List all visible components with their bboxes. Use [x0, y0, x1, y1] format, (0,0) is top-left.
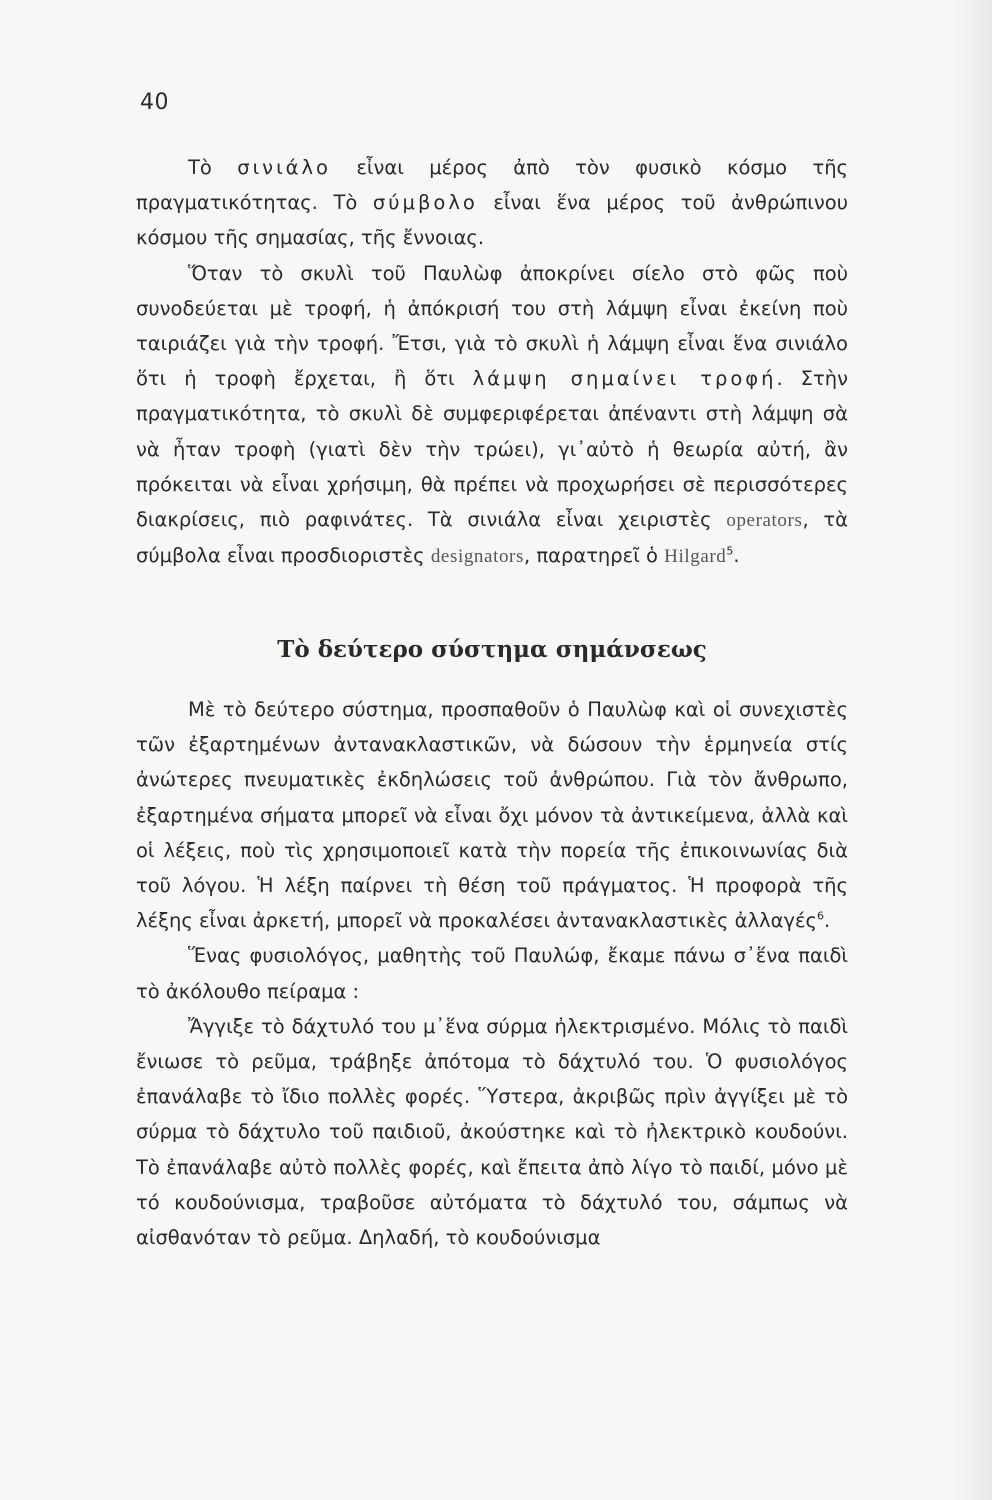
text-run: , τὰ σύμβολα εἶναι προσδιοριστὲς: [136, 508, 848, 568]
text-run: Μὲ τὸ δεύτερο σύστημα, προσπαθοῦν ὁ Παυλὼφ καὶ οἱ συνεχιστὲς τῶν ἐξαρτημένων ἀντανακλαστικῶν, νὰ δώσουν τὴν ἑρμηνεία στίς ἀνώτερες πνευματικὲς ἐκδηλώσεις τοῦ ἀνθρώπου. Γιὰ τὸν ἄνθρωπο, ἐξαρτημένα σήματα μπορεῖ νὰ εἶναι ὄχι μόνον τὰ ἀντικείμενα, ἀλλὰ καὶ οἱ λέξεις, ποὺ τὶς χρησιμοποιεῖ κατὰ τὴν πορεία τῆς ἐπικοινωνίας διὰ τοῦ λόγου. Ἡ λέξη παίρνει τὴ θέση τοῦ πράγματος. Ἡ προφορὰ τῆς λέξης εἶναι ἀρκετή, μπορεῖ νὰ προκαλέσει ἀντανακλαστικὲς ἀλλαγές: [136, 698, 848, 933]
page-edge-shadow: [952, 0, 992, 1500]
emphasized-term: λάμψη σημαίνει τροφή: [472, 367, 777, 391]
emphasized-term: σινιάλο: [237, 156, 331, 179]
latin-term: designators: [430, 546, 524, 568]
text-run: Τὸ: [188, 156, 238, 179]
paragraph: Ἄγγιξε τὸ δάχτυλό του μ᾽ἕνα σύρμα ἠλεκτρισμένο. Μόλις τὸ παιδὶ ἔνιωσε τὸ ρεῦμα, τράβηξε ἀπότομα τὸ δάχτυλό του. Ὁ φυσιολόγος ἐπανάλαβε τὸ ἴδιο πολλὲς φορές. Ὕστερα, ἀκριβῶς πρὶν ἀγγίξει μὲ τὸ σύρμα τὸ δάχτυλο τοῦ παιδιοῦ, ἀκούστηκε καὶ τὸ ἠλεκτρικὸ κουδούνι. Τὸ ἐπανάλαβε αὐτὸ πολλὲς φορές, καὶ ἔπειτα ἀπὸ λίγο τὸ παιδί, μόνο μὲ τό κουδούνισμα, τραβοῦσε αὐτόματα τὸ δάχτυλό του, σάμπως νὰ αἰσθανόταν τὸ ρεῦμα. Δηλαδή, τὸ κουδούνισμα: [136, 1014, 848, 1250]
paragraph: [136, 150, 848, 256]
emphasized-term: σύμβολο: [372, 191, 478, 215]
text-run: , παρατηρεῖ ὁ: [523, 544, 665, 568]
paragraph: Ἕνας φυσιολόγος, μαθητὴς τοῦ Παυλώφ, ἔκαμε πάνω σ᾽ἕνα παιδὶ τὸ ἀκόλουθο πείραμα :: [136, 944, 848, 1003]
page-number: 40: [140, 90, 169, 115]
paragraph: [136, 256, 848, 575]
text-block-intro: [136, 150, 848, 574]
footnote-ref: 6: [816, 909, 824, 923]
footnote-ref: 5: [726, 544, 734, 558]
text-block-section: [136, 692, 848, 1255]
section-heading: Τὸ δεύτερο σύστημα σημάνσεως: [277, 636, 707, 663]
text-run: εἶναι ἕνα μέρος τοῦ ἀνθρώπινου κόσμου τῆς σημασίας, τῆς ἔννοιας.: [136, 191, 848, 250]
latin-term: operators: [726, 510, 803, 532]
text-run: .: [733, 544, 740, 568]
text-run: εἶναι μέρος ἀπὸ τὸν φυσικὸ κόσμο τῆς πραγματικότητας. Τὸ: [136, 156, 848, 215]
text-run: . Στὴν πραγματικότητα, τὸ σκυλὶ δὲ συμφεριφέρεται ἀπέναντι στὴ λάμψη σὰ νὰ ἦταν τροφὴ (γιατὶ δὲν τὴν τρώει), γι᾽αὐτὸ ἡ θεωρία αὐτή, ἂν πρόκειται νὰ εἶναι χρήσιμη, θὰ πρέπει νὰ προχωρήσει σὲ περισσότερες διακρίσεις, πιὸ ραφινάτες. Τὰ σινιάλα εἶναι χειριστὲς: [136, 367, 848, 532]
latin-term: Hilgard: [664, 546, 727, 568]
paragraph: [136, 692, 848, 938]
text-run: Ὅταν τὸ σκυλὶ τοῦ Παυλὼφ ἀποκρίνει σίελο στὸ φῶς ποὺ συνοδεύεται μὲ τροφή, ἡ ἀπόκρισή του στὴ λάμψη εἶναι ἐκείνη ποὺ ταιριάζει γιὰ τὴν τροφή. Ἔτσι, γιὰ τὸ σκυλὶ ἡ λάμψη εἶναι ἕνα σινιάλο ὅτι ἡ τροφὴ ἔρχεται, ἢ ὅτι: [136, 261, 848, 391]
text-run: .: [823, 909, 831, 933]
